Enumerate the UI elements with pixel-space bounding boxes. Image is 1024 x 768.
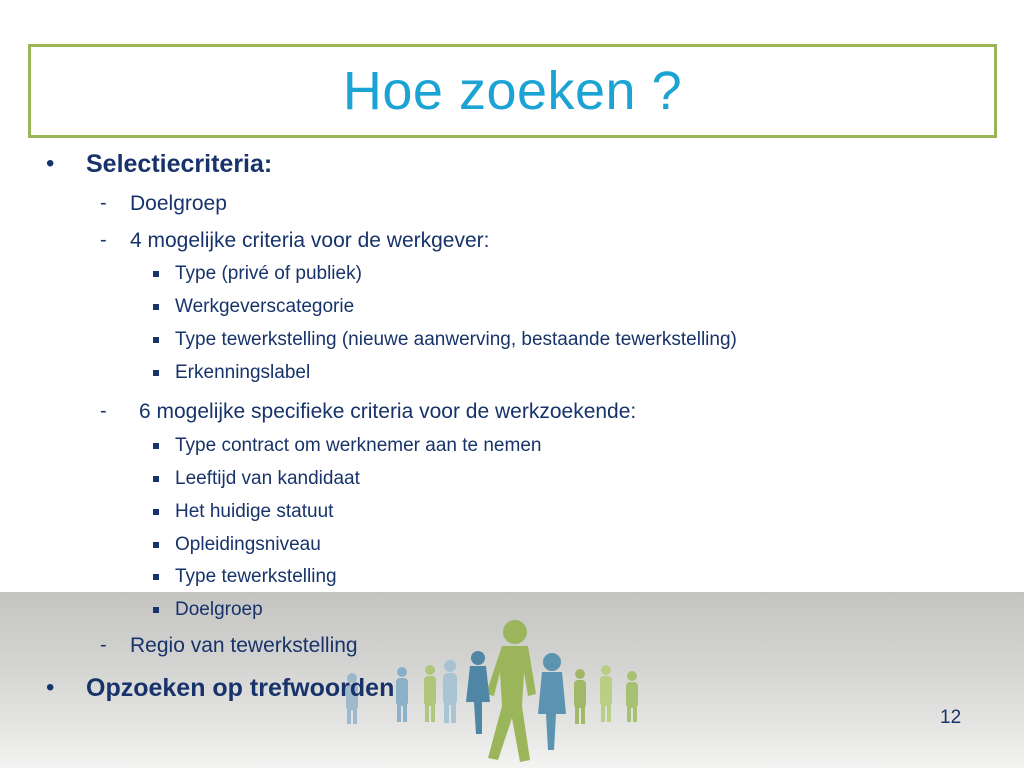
subitem-werkzoekende-criteria: 6 mogelijke specifieke criteria voor de werkzoekende: xyxy=(139,400,637,423)
square-bullet-icon xyxy=(153,542,159,548)
square-bullet-icon xyxy=(153,370,159,376)
list-item: Type tewerkstelling (nieuwe aanwerving, bestaande tewerkstelling) xyxy=(175,329,737,350)
list-item: Doelgroep xyxy=(175,599,263,620)
bullet-selectiecriteria: Selectiecriteria: xyxy=(86,150,273,178)
square-bullet-icon xyxy=(153,607,159,613)
square-bullet-icon xyxy=(153,337,159,343)
list-item: Erkenningslabel xyxy=(175,362,311,383)
bullet-trefwoorden: Opzoeken op trefwoorden xyxy=(86,674,395,702)
square-bullet-icon xyxy=(153,443,159,449)
bullet-icon: • xyxy=(46,150,55,177)
list-item: Type tewerkstelling xyxy=(175,566,337,587)
square-bullet-icon xyxy=(153,509,159,515)
dash-icon: - xyxy=(100,634,107,656)
subitem-regio: Regio van tewerkstelling xyxy=(130,634,358,657)
dash-icon: - xyxy=(100,229,107,251)
dash-icon: - xyxy=(100,400,107,422)
square-bullet-icon xyxy=(153,476,159,482)
subitem-werkgever-criteria: 4 mogelijke criteria voor de werkgever: xyxy=(130,229,490,252)
list-item: Leeftijd van kandidaat xyxy=(175,468,360,489)
list-item: Werkgeverscategorie xyxy=(175,296,355,317)
square-bullet-icon xyxy=(153,574,159,580)
slide-title: Hoe zoeken ? xyxy=(342,61,683,121)
list-item: Opleidingsniveau xyxy=(175,534,321,555)
bullet-icon: • xyxy=(46,674,55,701)
square-bullet-icon xyxy=(153,271,159,277)
page-number: 12 xyxy=(940,707,962,728)
list-item: Type contract om werknemer aan te nemen xyxy=(175,435,542,456)
subitem-doelgroep: Doelgroep xyxy=(130,192,227,215)
list-item: Type (privé of publiek) xyxy=(175,263,362,284)
dash-icon: - xyxy=(100,192,107,214)
list-item: Het huidige statuut xyxy=(175,501,334,522)
square-bullet-icon xyxy=(153,304,159,310)
